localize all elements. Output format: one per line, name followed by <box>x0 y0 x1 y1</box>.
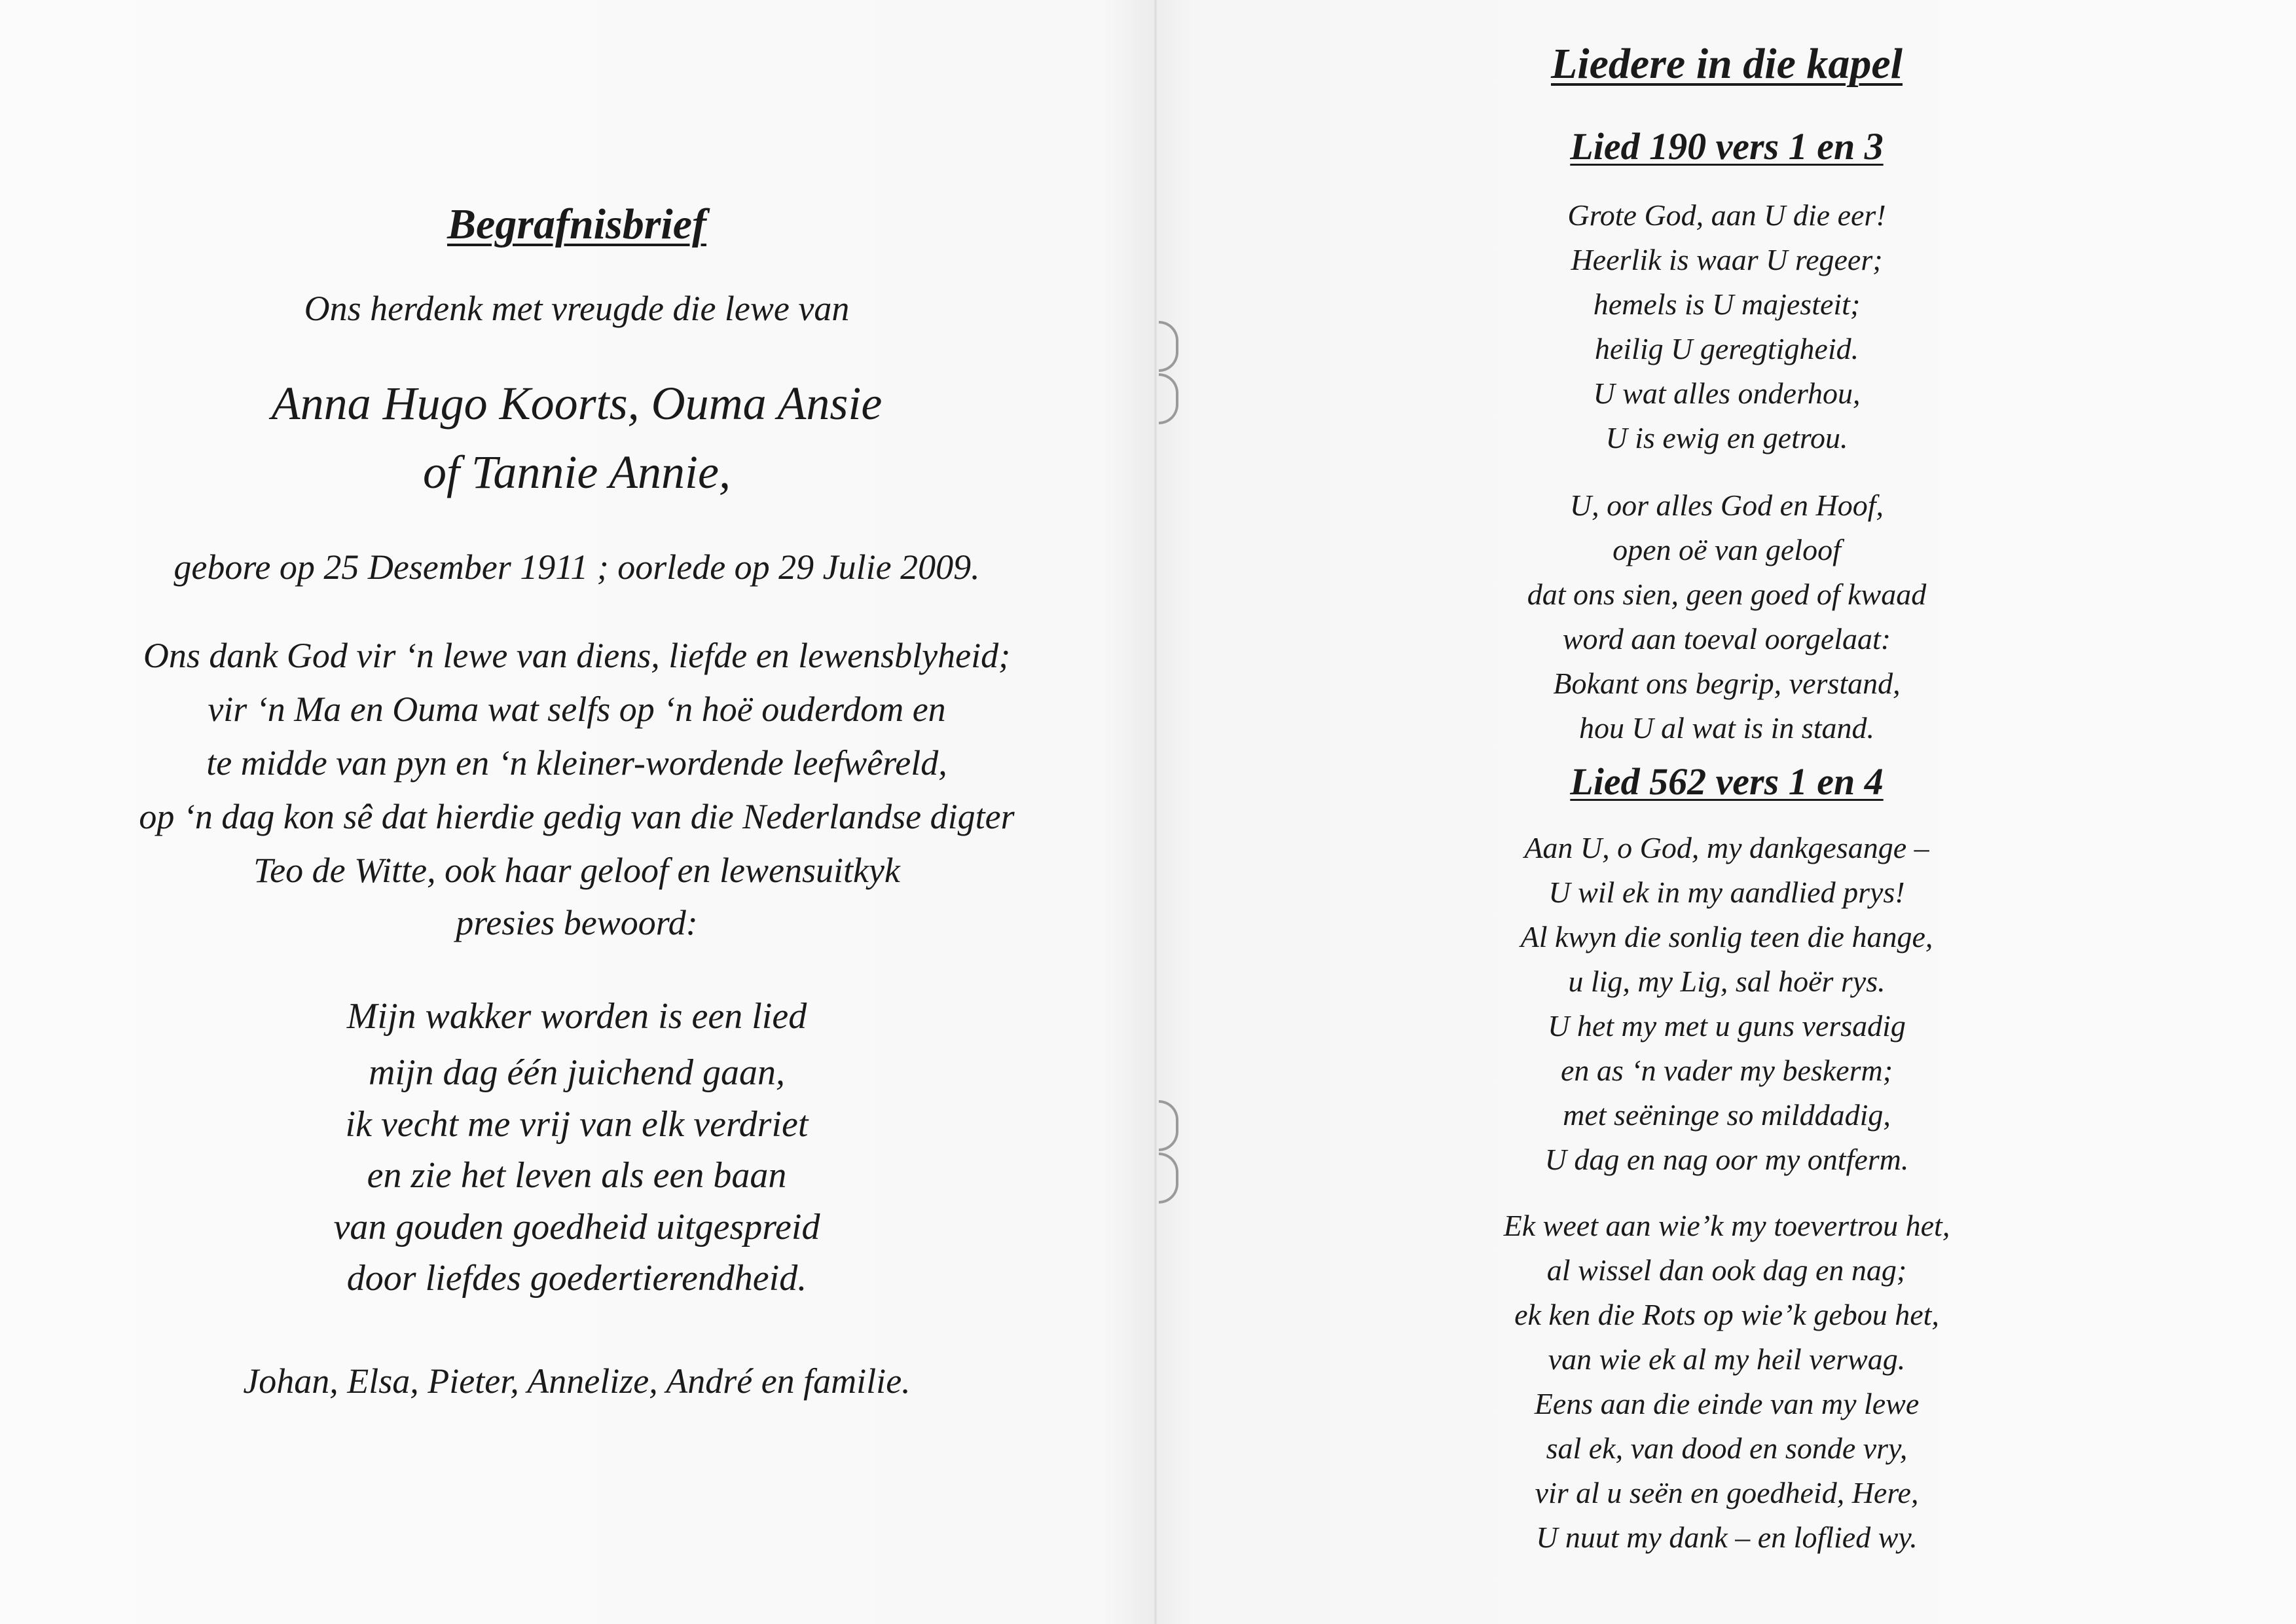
hymn-line: dat ons sien, geen goed of kwaad <box>1527 578 1927 611</box>
right-page <box>1157 0 2296 1624</box>
hymn-line: Al kwyn die sonlig teen die hange, <box>1520 920 1933 953</box>
hymn-line: heilig U geregtigheid. <box>1594 332 1859 365</box>
intro-text: Ons herdenk met vreugde die lewe van <box>304 289 850 328</box>
hymn-line: U wil ek in my aandlied prys! <box>1548 876 1905 909</box>
tribute-line: vir ‘n Ma en Ouma wat selfs op ‘n hoë ouderdom en <box>208 690 946 729</box>
deceased-name-line1: Anna Hugo Koorts, Ouma Ansie <box>271 377 883 430</box>
hymn-line: Heerlik is waar U regeer; <box>1571 243 1883 276</box>
hymn-line: Bokant ons begrip, verstand, <box>1553 667 1901 700</box>
hymn-line: U nuut my dank – en loflied wy. <box>1536 1521 1918 1554</box>
tribute-line: Teo de Witte, ook haar geloof en lewensuitkyk <box>253 851 900 890</box>
hymn-line: Eens aan die einde van my lewe <box>1534 1387 1920 1420</box>
hymn-line: Aan U, o God, my dankgesange – <box>1524 831 1929 864</box>
hymn-line: van wie ek al my heil verwag. <box>1548 1342 1906 1376</box>
hymn-line: sal ek, van dood en sonde vry, <box>1546 1431 1908 1465</box>
hymn-line: hemels is U majesteit; <box>1593 287 1861 321</box>
hymn-line: vir al u seën en goedheid, Here, <box>1535 1476 1919 1509</box>
hymn-line: U wat alles onderhou, <box>1593 377 1861 410</box>
poem-line: ik vecht me vrij van elk verdriet <box>345 1104 809 1145</box>
hymn-line: ek ken die Rots op wie’k gebou het, <box>1514 1298 1939 1331</box>
poem-line: door liefdes goedertierendheid. <box>346 1258 807 1299</box>
poem-line: en zie het leven als een baan <box>367 1155 787 1196</box>
hymn-line: en as ‘n vader my beskerm; <box>1560 1054 1893 1087</box>
deceased-name-line2: of Tannie Annie, <box>422 446 731 498</box>
hymn-heading-562: Lied 562 vers 1 en 4 <box>1570 760 1884 803</box>
tribute-line: Ons dank God vir ‘n lewe van diens, liefde en lewensblyheid; <box>143 636 1011 675</box>
hymn-line: Ek weet aan wie’k my toevertrou het, <box>1503 1209 1950 1242</box>
tribute-line: te midde van pyn en ‘n kleiner-wordende leefwêreld, <box>206 743 947 783</box>
hymn-line: hou U al wat is in stand. <box>1578 711 1875 745</box>
poem-line: Mijn wakker worden is een lied <box>346 996 807 1037</box>
tribute-line: op ‘n dag kon sê dat hierdie gedig van die Nederlandse digter <box>139 797 1015 836</box>
hymn-line: U het my met u guns versadig <box>1548 1009 1906 1043</box>
hymn-heading-190: Lied 190 vers 1 en 3 <box>1570 125 1884 168</box>
hymn-line: open oë van geloof <box>1613 533 1841 566</box>
poem-line: van gouden goedheid uitgespreid <box>333 1207 820 1247</box>
hymn-line: U dag en nag oor my ontferm. <box>1544 1143 1909 1176</box>
hymn-line: word aan toeval oorgelaat: <box>1562 622 1891 655</box>
hymn-line: met seëninge so milddadig, <box>1563 1098 1891 1132</box>
hymn-line: Grote God, aan U die eer! <box>1567 198 1886 232</box>
hymn-line: u lig, my Lig, sal hoër rys. <box>1568 965 1886 998</box>
life-dates: gebore op 25 Desember 1911 ; oorlede op 29 Julie 2009. <box>173 547 980 587</box>
family-signature: Johan, Elsa, Pieter, Annelize, André en familie. <box>243 1361 911 1401</box>
tribute-line: presies bewoord: <box>456 903 698 942</box>
hymn-line: al wissel dan ook dag en nag; <box>1546 1253 1907 1287</box>
hymn-line: U is ewig en getrou. <box>1605 421 1848 454</box>
hymns-title: Liedere in die kapel <box>1550 40 1903 88</box>
poem-line: mijn dag één juichend gaan, <box>368 1052 786 1093</box>
hymn-line: U, oor alles God en Hoof, <box>1569 489 1884 522</box>
page-title: Begrafnisbrief <box>447 200 706 248</box>
